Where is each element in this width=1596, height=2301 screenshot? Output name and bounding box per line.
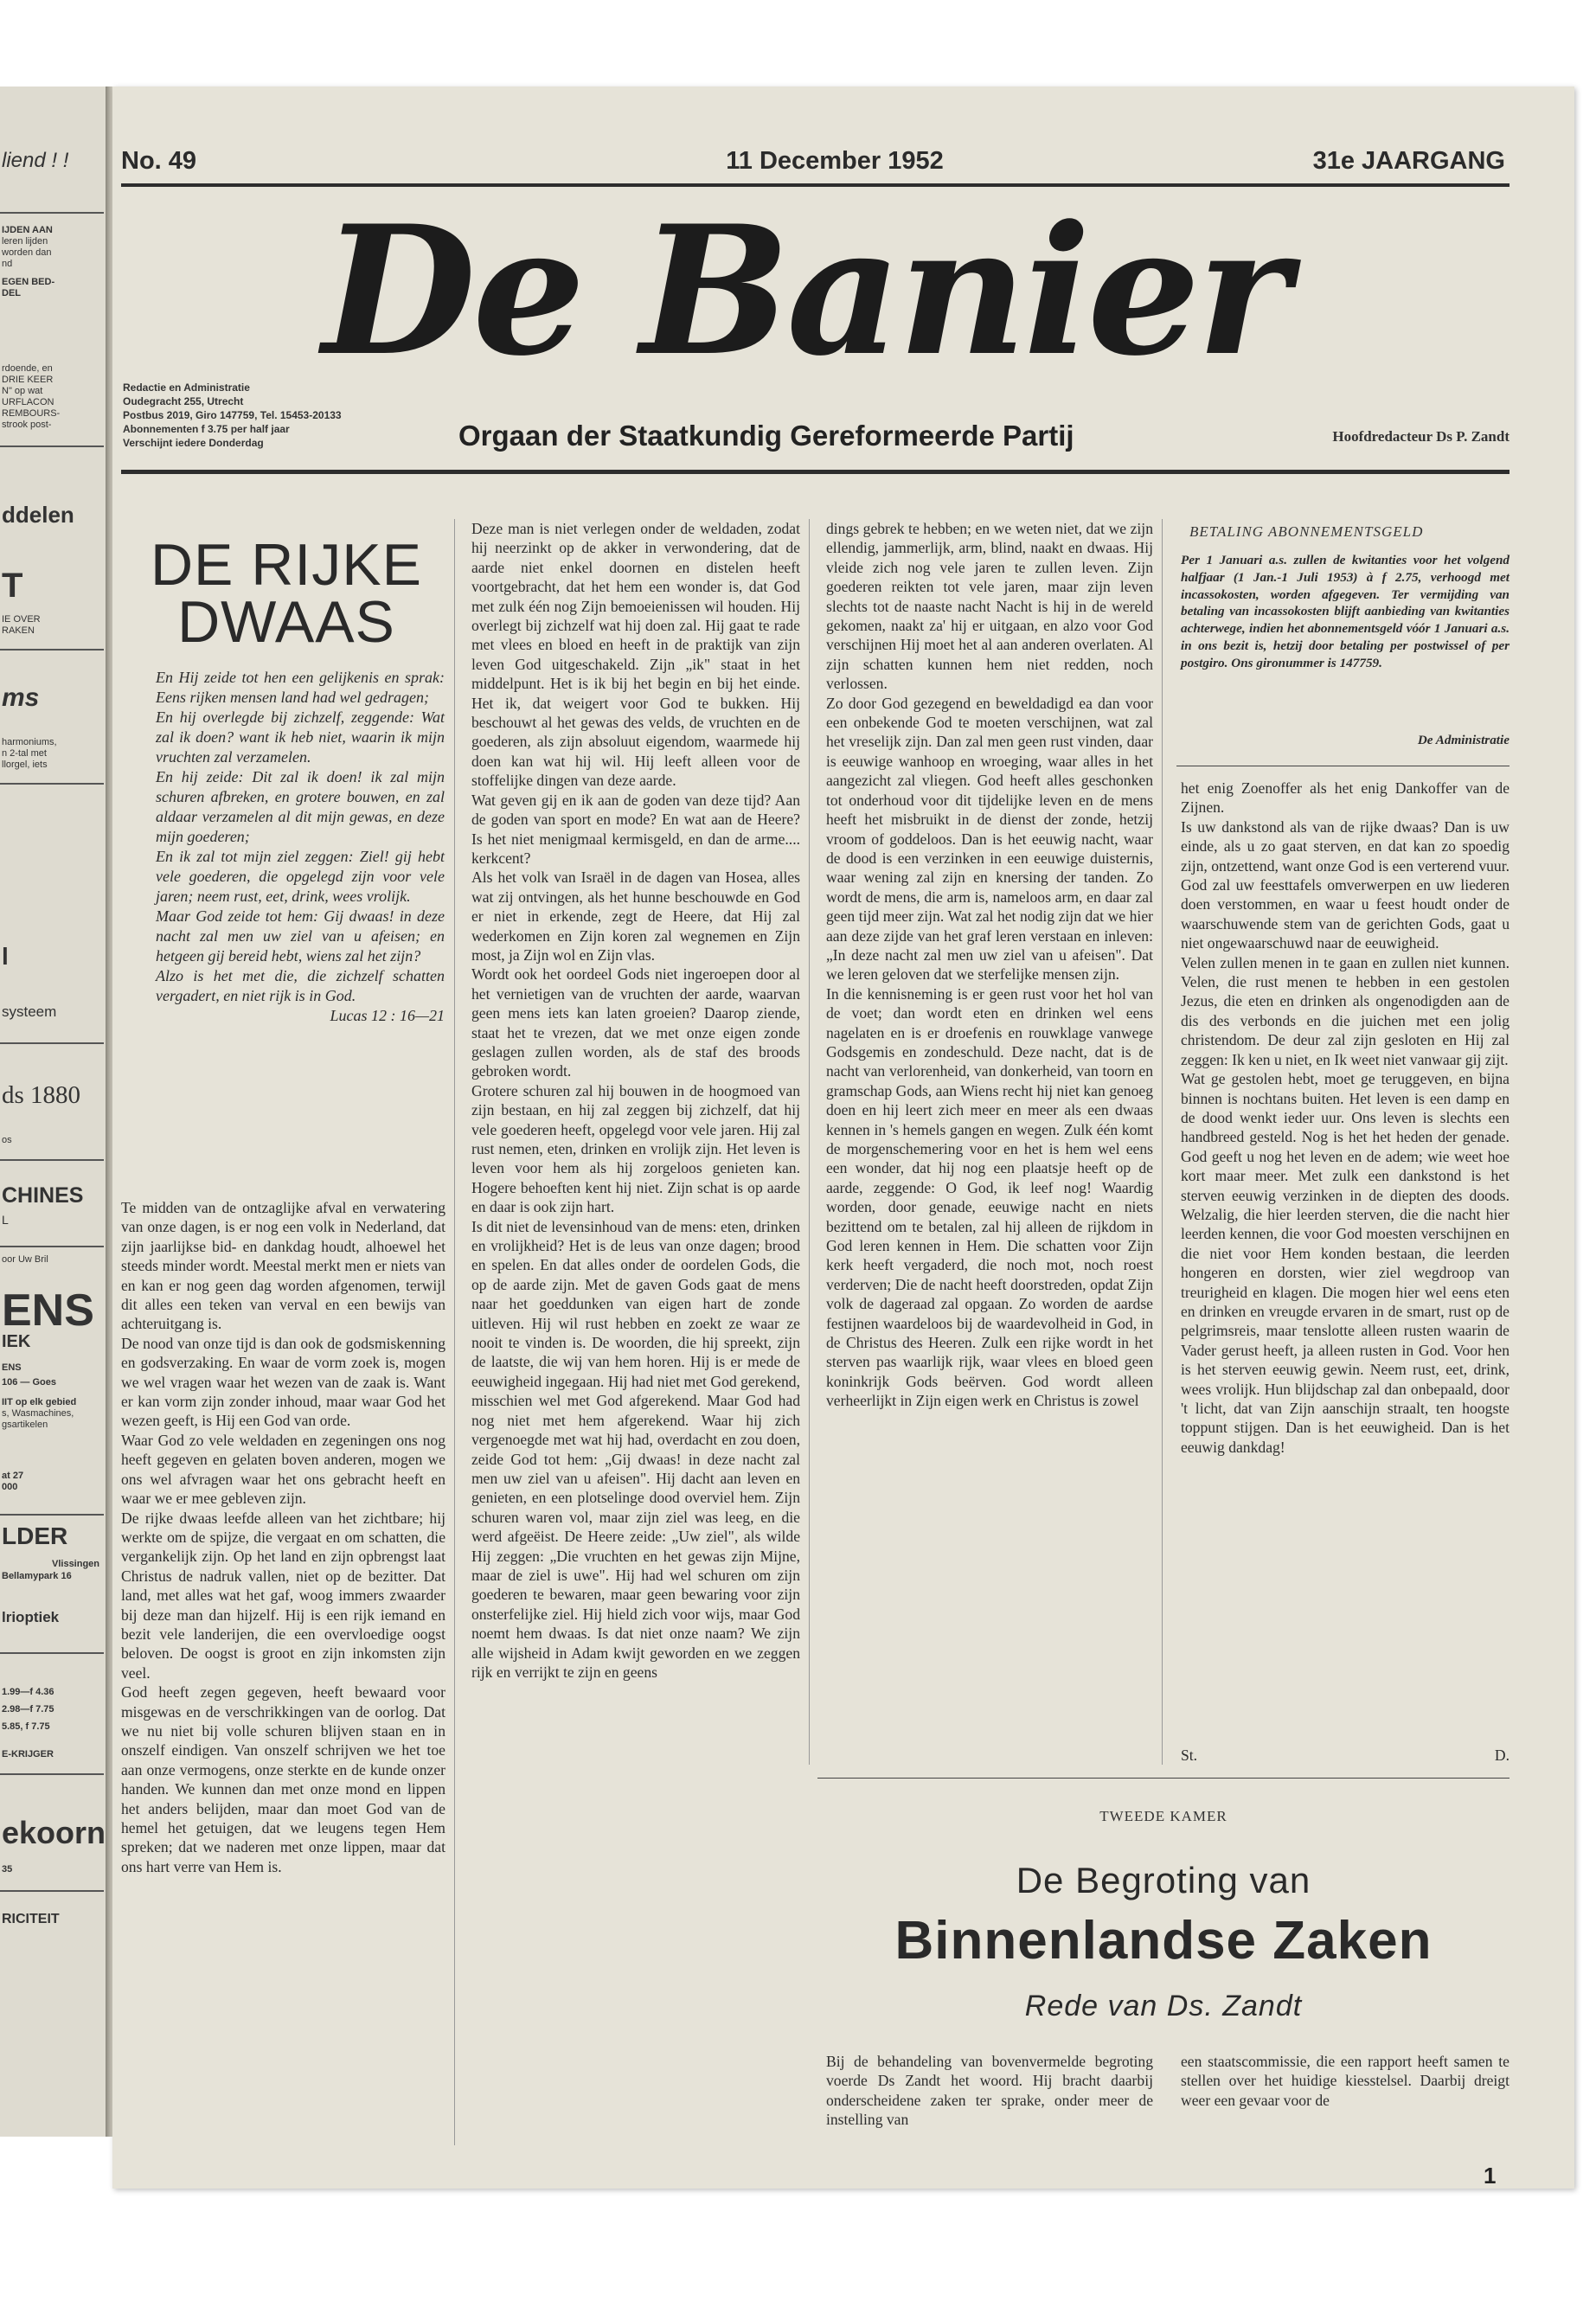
prev-fragment: l	[2, 943, 9, 970]
prev-fragment: strook post-	[2, 420, 52, 430]
prev-fragment: n 2-tal met	[2, 748, 47, 759]
section-rule	[817, 1778, 1509, 1779]
prev-fragment: gsartikelen	[2, 1420, 48, 1430]
divider	[0, 783, 104, 785]
article-column-3	[826, 519, 1153, 1411]
article-column-1	[121, 1198, 445, 1876]
prev-fragment: REMBOURS-	[2, 408, 61, 419]
prev-fragment: at 27	[2, 1471, 24, 1481]
prev-fragment: s, Wasmachines,	[2, 1408, 74, 1419]
paragraph: Grotere schuren zal hij bouwen in de hoogmoed van zijn bestaan, en hij zal zeggen bij zichzelf, dat hij vele goederen heeft, opgelegd voor vele jaren. Hij zal rust nemen, eten, drinken en vrolijk zijn. Het leven is leven voor hem als hij zorgeloos genieten kan. Hogere behoeften kent hij niet. Zijn schat is op aarde en daar is ook zijn hart.	[471, 1081, 800, 1216]
scripture-verse: En Hij zeide tot hen een gelijkenis en sprak: Eens rijken mensen land had wel gedragen;	[156, 669, 445, 706]
prev-fragment: systeem	[2, 1003, 57, 1020]
prev-fragment: 5.85, f 7.75	[2, 1721, 50, 1732]
page-number: 1	[1484, 2163, 1497, 2189]
prev-fragment: RAKEN	[2, 625, 35, 636]
prev-fragment: rdoende, en	[2, 363, 53, 374]
prev-fragment: 1.99—f 4.36	[2, 1687, 54, 1697]
prev-fragment: lrioptiek	[2, 1609, 60, 1625]
paragraph: Velen zullen menen in te gaan en zullen niet kunnen. Velen, die rust menen te hebben in een gestolen Jezus, die eten en drinken als ongenodigden aan de dis des verbonds en die juichen met een jolig christendom. De deur zal zijn gesloten en Hij zal zeggen: Ik ken u niet, en Ik weet niet vanwaar gij zijt.	[1181, 953, 1509, 1068]
issue-date: 11 December 1952	[726, 147, 944, 175]
prev-fragment: E-KRIJGER	[2, 1749, 54, 1759]
notice-title: BETALING ABONNEMENTSGELD	[1189, 523, 1424, 540]
paragraph: Is dit niet de levensinhoud van de mens: eten, drinken en vrolijkheid? Het is de leus van onze dagen; brood en spelen. En dat alles onder de oordelen Gods, die op de aarde zijn. Met de gaven Gods gaat de mens naar het goeddunken van eigen hart de zonde uitleven. Hij wil rust hebben en zoekt ze waar ze nooit te vinden is. De woorden, die hij spreekt, zijn de laatste, die wij van hem horen. Hij is er mede de eeuwigheid ingegaan. Hij had niet met God gerekend, misschien wel met God afgerekend. Maar God had nog niet met hem afgerekend. Waar hij zich vergenoegde met wat hij had, overdacht en zou doen, zeide God tot hem: „Gij dwaas! in deze nacht zal men uw ziel van u afeisen". Hij dacht aan leven en genieten, en een plotselinge dood overviel hem. Zijn schuren waren vol, maar zijn ziel was leeg, en die werd afgeëist. De Heere zeide: „Uw ziel", als wilde Hij zeggen: „Die vruchten en het gewas zijn Mijne, maar de ziel is uwe". Hij had wel schuren om zijn goederen te bewaren, maar geen bewaring voor zijn onsterfelijke ziel. Hij hield zich voor wijs, maar God noemt hem dwaas. Is dat niet onze naam? We zijn alle wijsheid in Adam kwijt geworden en we zeggen rijk en verrijkt te zijn en geens	[471, 1217, 800, 1681]
prev-fragment: 000	[2, 1482, 18, 1492]
prev-fragment: Bellamypark 16	[2, 1571, 72, 1581]
article2-column-left: Bij de behandeling van bovenvermelde begroting voerde Ds Zandt het woord. Hij bracht daarbij onderscheidene zaken ter sprake, onder meer de instelling van	[826, 2053, 1153, 2129]
divider	[0, 1159, 104, 1161]
signature-initials: St.	[1181, 1747, 1198, 1764]
column-divider	[1162, 519, 1163, 1765]
paragraph: De rijke dwaas leefde alleen van het zichtbare; hij werkte om de spijze, die vergaat en om schatten, die vergankelijk zijn. Op het land en zijn opbrengst laat Christus de nadruk vallen, niet op de bezitter. Dat land, met alles wat het gaf, woog immers zwaarder bij deze man dan hijzelf. Hij is een rijk iemand en bezit vele landerijen, die een overvloedige oogst beloven. De oogst is groot en zijn inkomsten zijn veel.	[121, 1509, 445, 1682]
article-column-4	[1181, 779, 1509, 1457]
column-divider	[809, 519, 810, 1765]
paragraph: In die kennisneming is er geen rust voor het hol van de voet; dan wordt eten en drinken wel eens nagelaten en is er droefenis en rouwklage vanwege Godsgemis en zondeschuld. Deze nacht, dat is de nacht van verlorenheid, van donkerheid, van toorn en gramschap Gods, aan Wiens recht hij niet kan genoeg doen en hij leert zich meer en meer als een dwaas kennen in 's hemels gangen en wegen. Zulk één komt de morgenschemering voor en het is hem wel eens een wonder, dat hij nog een plaatsje heeft op de aarde, zeggende: O God, ik leef nog! Waardig worden, door genade, eeuwige nacht en niets bezittend om te betalen, zal hij alleen de rijkdom in God leren kennen in Hem. Die schatten voor Zijn kerk heeft vergaderd, die noch mot, noch roest verderven; Die de nacht heeft doorstreden, opdat Zijn volk de dageraad zal opgaan. Zo worden de aardse festijnen waardeloos bij de waardevolheid in God, in de Christus des Heeren. Zulk een rijke wordt in het sterven pas waarlijk rijk, waar vlees en bloed geen koninkrijk Gods beërven. God wordt alleen verheerlijkt in Zijn eigen werk en Christus is zowel	[826, 984, 1153, 1410]
prev-fragment: CHINES	[2, 1183, 84, 1208]
prev-fragment: IE OVER	[2, 614, 41, 625]
prev-fragment: 106 — Goes	[2, 1377, 56, 1388]
divider	[0, 1773, 104, 1775]
scripture-reference: Lucas 12 : 16—21	[330, 1007, 445, 1024]
header-rule	[121, 183, 1509, 187]
prev-fragment: RICITEIT	[2, 1912, 60, 1926]
paragraph: De nood van onze tijd is dan ook de godsmiskenning en godsverzaking. En waar de vorm zoek is, mogen we wel vragen waar het wezen van de zaak is. Want er kan vorm zijn zonder inhoud, maar waar God het wezen geeft, is Hij een God van orde.	[121, 1334, 445, 1430]
prev-fragment: T	[2, 567, 23, 605]
prev-fragment: ENS	[2, 1362, 22, 1373]
signature-initial: D.	[1494, 1747, 1509, 1764]
article-title-line: DWAAS	[177, 589, 395, 655]
prev-fragment: DEL	[2, 288, 21, 298]
scripture-verse: En hij zeide: Dit zal ik doen! ik zal mijn schuren afbreken, en grotere bouwen, en zal aldaar verzamelen al dit mijn gewas, en deze mijn goederen;	[156, 768, 445, 845]
article2-column-right: een staatscommissie, die een rapport heeft samen te stellen over het huidige kiesstelsel. Daarbij dreigt weer een gevaar voor de	[1181, 2053, 1509, 2109]
paragraph: God heeft zegen gegeven, heeft bewaard voor misgewas en de verschrikkingen van de oorlog. Dat we nu niet bij volle schuren blijven staan en in onszelf eindigen. Van onszelf schrijven we het toe aan onze vermogens, onze sterkte en de kunde onzer handen. We kunnen dan met onze mond en lippen het anders belijden, maar dan moet God van de hemel het getuigen, dat we leugens tegen Hem spreken; dat we naderen met onze lippen, maar dat ons hart verre van Hem is.	[121, 1683, 445, 1875]
scripture-verse: Alzo is het met die, die zichzelf schatten vergadert, en niet rijk is in God.	[156, 967, 445, 1004]
paragraph: Wordt ook het oordeel Gods niet ingeroepen door al het vernietigen van de vruchten der aarde, waarvan geen mens iets kan laten groeien? Daarop ziende, staat het te vrezen, dat we met onze eigen zonde geslagen zullen worden, als de staf des broods gebroken wordt.	[471, 965, 800, 1080]
prev-fragment: L	[2, 1213, 9, 1227]
article-title-line: DE RIJKE	[150, 532, 423, 598]
prev-fragment: 2.98—f 7.75	[2, 1704, 54, 1715]
prev-fragment: ekoorn	[2, 1815, 106, 1850]
prev-fragment: N" op wat	[2, 386, 43, 396]
paragraph: Waar God zo vele weldaden en zegeningen ons nog heeft gegeven en gelaten boven anderen, mogen we ons wel afvragen waar het ons gebracht heeft en waar we er mee gebleven zijn.	[121, 1431, 445, 1508]
prev-fragment: DRIE KEER	[2, 375, 54, 385]
prev-fragment: LDER	[2, 1522, 68, 1549]
admin-line: Oudegracht 255, Utrecht	[123, 395, 244, 407]
prev-fragment: liend ! !	[2, 149, 69, 172]
admin-line: Postbus 2019, Giro 147759, Tel. 15453-20133	[123, 409, 342, 421]
paragraph: dings gebrek te hebben; en we weten niet, dat we zijn ellendig, jammerlijk, arm, blind, naakt en dwaas. Hij vleide zich nog vele jaren te zullen leven. Zijn goederen reikten tot vele jaren, maar zijn leven slechts tot de naaste nacht Nacht is hij in de wereld gekomen, naakt za' hij er uitgaan, en alzo voor God verschijnen Hij moet het al aan anderen overlaten. Al zijn schatten kunnen hem niet redden, noch verlossen.	[826, 520, 1153, 693]
prev-fragment: 35	[2, 1864, 13, 1875]
admin-line: Redactie en Administratie	[123, 381, 250, 394]
prev-fragment: leren lijden	[2, 236, 48, 247]
divider	[0, 1514, 104, 1516]
masthead-rule	[121, 470, 1509, 474]
paragraph: Te midden van de ontzaglijke afval en verwatering van onze dagen, is er nog een volk in Nederland, dat zijn jaarlijkse bid- en dankdag houdt, alhoewel het steeds minder wordt. Meestal merkt men er niets van en kan er nog geen dag worden afgenomen, terwijl dit alles een teken van verval en een bewijs van achteruitgang is.	[121, 1199, 445, 1333]
previous-page-strip	[0, 87, 106, 2137]
section-label: TWEEDE KAMER	[1099, 1808, 1227, 1824]
paragraph: Is uw dankstond als van de rijke dwaas? Dan is uw einde, als u zo gaat sterven, en dat kan zo spoedig zijn, ontzettend, want onze God is een verterend vuur. God zal uw feesttafels omverwerpen en uw liederen doen verstommen, en waar u feest houdt onder de waarschuwende stem van de gerichten Gods, gaat u niet ongewaarschuwd naar de eeuwigheid.	[1181, 817, 1509, 952]
article-title	[130, 532, 443, 655]
divider	[0, 445, 104, 447]
admin-line: Abonnementen f 3.75 per half jaar	[123, 423, 290, 435]
paragraph: Wat ge gestolen hebt, moet ge teruggeven, en bijna binnen is nochtans buiten. Het leven is een damp en de dood wenkt ieder uur. Ons leven is slechts een handbreed gesteld. Nog is het het heden der genade. God geeft u nog het leven en de adem; wie weet hoe kort maar meer. Met zulk een dankstond is het sterven eeuwig verzinken in de diepten des doods. Welzalig, die hier leerden sterven, die die nacht hier leerden kennen, die voor God moesten verschijnen en die niet voor Hem konden bestaan, die leerden hongeren en dorsten, wier ziel wegdroop van treurigheid en klagen. Die mogen hier wel eens eten en drinken en vreugde ervaren in de smart, rust op de pelgrimsreis, maar tenslotte alleen rusten waarin de Vader gerust heeft, ja alleen rusten in God. Voor hen is het sterven eeuwig gewin. Neem rust, eet, drink, wees vrolijk. Hun blijdschap zal dan onbepaald, door 't licht, dat van Zijn aanschijn straalt, ten hoogste toppunt stijgen. Dan is het eeuwigheid. Dan is het eeuwig dankdag!	[1181, 1070, 1509, 1456]
article-headline-top: De Begroting van	[1016, 1860, 1311, 1900]
article-headline-main: Binnenlandse Zaken	[894, 1911, 1433, 1971]
prev-fragment: IEK	[2, 1332, 31, 1351]
paragraph: Zo door God gezegend en beweldadigd ea dan voor een onbekende God te moeten verschijnen, wat zal het vreselijk zijn. Dan zal men geen rust vinden, daar is eeuwige wanhoop en wroeging, waar alles in het aangezicht zal vliegen. God heeft alles geschonken tot onderhoud voor dit tijdelijke leven en de mens heeft het misbruikt in de dienst der zonde, hetzij vroom of goddeloos. Dan is het eeuwig nacht, waar de dood is een verzinken in een eeuwige duisternis, waar wening zal zijn en knersing der tanden. Zo wordt de mens, die arm is, nameloos arm, en daar zal geen tijd meer zijn. Wat zal het nodig zijn dat we hier aan deze zijde van het graf leren verstaan en inleven: „In deze nacht zal men uw ziel van u afeisen". Dat we leren geloven dat we sterfelijke mensen zijn.	[826, 694, 1153, 984]
divider	[0, 1652, 104, 1654]
column-divider	[454, 519, 455, 2145]
paragraph: Deze man is niet verlegen onder de weldaden, zodat hij neerzinkt op de akker in verwondering, dat de aarde niet enkel doornen en distelen heeft voortgebracht, dat het hem een wonder is, dat God met zulk één nog Zijn bemoeienissen wil houden. Hij overlegt bij zichzelf wat hij doen zal. Hij gaat te rade met vlees en bloed en heeft in de praktijk van zijn leven God uitgeschakeld. Zijn „ik" staat in het middelpunt. Het is ik bij het begin en bij het einde. Het ik, dat weigert voor God te bukken. Hij beschouwt al het gewas des velds, de vruchten en de goederen, als zijn absoluut eigendom, waarmede hij doen kan wat hij wil. Hij leeft alleen voor de stoffelijke dingen van deze aarde.	[471, 520, 800, 790]
prev-fragment: worden dan	[2, 247, 52, 258]
page-fold	[106, 87, 112, 2137]
notice-body: Per 1 Januari a.s. zullen de kwitanties voor het volgend halfjaar (1 Jan.-1 Juli 1953) à f 2.75, verhoogd met incassokosten, worden afgegeven. Ter vermijding van betaling van incassokosten blijft aanbieding van kwitanties achterwege, indien het abonnementsgeld vóór 1 Januari a.s. in ons bezit is, hetzij door betaling per postwissel of per postgiro. Ons gironummer is 147759.	[1181, 553, 1509, 670]
admin-line: Verschijnt iedere Donderdag	[123, 437, 264, 449]
prev-fragment: ddelen	[2, 502, 74, 528]
prev-fragment: Vlissingen	[52, 1559, 100, 1569]
scripture-verse: En ik zal tot mijn ziel zeggen: Ziel! gij hebt vele goederen, die opgelegd zijn voor vele jaren; neem rust, eet, drink, wees vrolijk.	[156, 848, 445, 905]
prev-fragment: os	[2, 1135, 12, 1145]
scripture-intro	[156, 668, 445, 1026]
article-column-2	[471, 519, 800, 1682]
prev-fragment: llorgel, iets	[2, 760, 48, 770]
paragraph: Als het volk van Israël in de dagen van Hosea, alles wat zij ontvingen, als het hunne beschouwde en God er niet in erkende, zegt de Heere, dat Hij zal wederkomen en Zijn koren zal wegnemen en Zijn most, ja Zijn wol en Zijn vlas.	[471, 868, 800, 964]
masthead-title: De Banier	[322, 188, 1287, 395]
admin-block	[123, 381, 374, 450]
prev-fragment: URFLACON	[2, 397, 54, 407]
prev-fragment: ENS	[2, 1285, 94, 1336]
prev-fragment: harmoniums,	[2, 737, 57, 747]
divider	[0, 1890, 104, 1892]
volume: 31e JAARGANG	[1312, 147, 1505, 175]
scripture-verse: En hij overlegde bij zichzelf, zeggende: Wat zal ik doen? want ik heb niet, waarin ik mijn vruchten zal verzamelen.	[156, 708, 445, 766]
prev-fragment: IIT op elk gebied	[2, 1397, 77, 1407]
prev-fragment: oor Uw Bril	[2, 1254, 48, 1265]
divider	[0, 1042, 104, 1044]
prev-fragment: ds 1880	[2, 1081, 81, 1109]
scripture-verse: Maar God zeide tot hem: Gij dwaas! in deze nacht zal men uw ziel van u afeisen; en hetgeen gij bereid hebt, wiens zal het zijn?	[156, 907, 445, 965]
article-headline-sub: Rede van Ds. Zandt	[1024, 1990, 1303, 2022]
notice-signature: De Administratie	[1417, 733, 1509, 747]
issue-number: No. 49	[121, 147, 197, 175]
divider	[0, 1246, 104, 1247]
editor-credit: Hoofdredacteur Ds P. Zandt	[1332, 428, 1509, 445]
prev-fragment: ms	[2, 683, 40, 712]
masthead-subtitle: Orgaan der Staatkundig Gereformeerde Partij	[458, 420, 1074, 452]
divider	[0, 212, 104, 214]
prev-fragment: EGEN BED-	[2, 277, 55, 287]
divider	[0, 649, 104, 651]
prev-fragment: IJDEN AAN	[2, 225, 53, 235]
paragraph: Wat geven gij en ik aan de goden van deze tijd? Aan de goden van sport en mode? En wat aan de Heere? Is het niet menigmaal kermisgeld, en dan de arme.... kerkcent?	[471, 791, 800, 867]
prev-fragment: nd	[2, 259, 13, 269]
paragraph: het enig Zoenoffer als het enig Dankoffer van de Zijnen.	[1181, 779, 1509, 817]
